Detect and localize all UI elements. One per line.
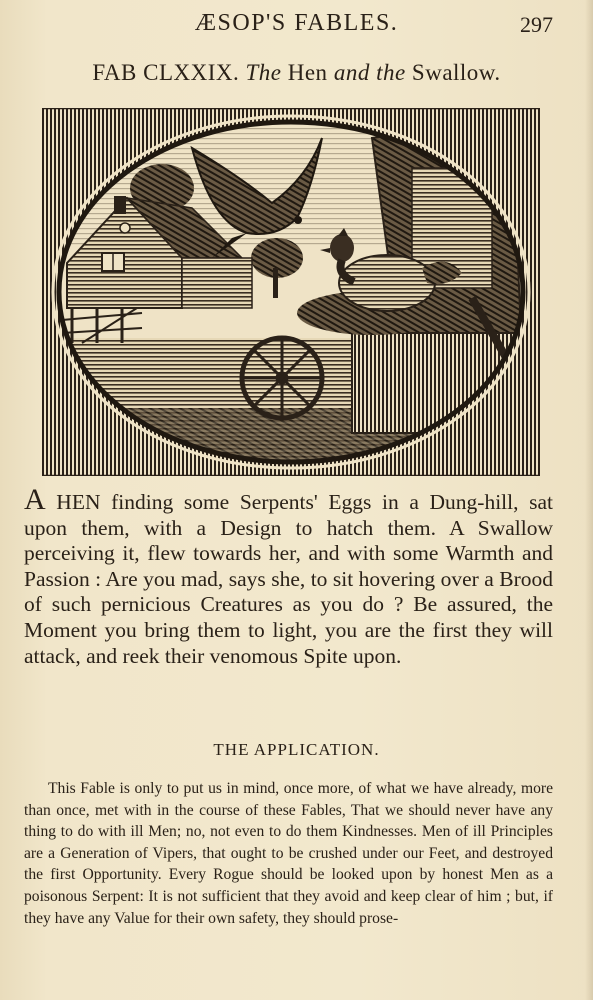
fable-title-swallow: Swallow.	[411, 60, 501, 85]
fable-title-hen: Hen	[287, 60, 328, 85]
cart-wheel-icon	[242, 338, 322, 418]
fable-title	[0, 60, 593, 86]
fable-number: FAB CLXXIX.	[92, 60, 240, 85]
running-title: ÆSOP'S FABLES.	[194, 10, 399, 36]
fable-text: HEN finding some Serpents' Eggs in a Dung-hill, sat upon them, with a Design to hatch them. A Swallow perceiving it, flew towards her, and with some Warmth and Passion : Are you mad, says she, to sit hovering over a Brood of such pernicious Creatures as you do ? Be assured, the Moment you bring them to light, you are the first they will attack, and reek their venomous Spite upon.	[24, 490, 553, 668]
fable-body	[24, 483, 553, 669]
drop-cap: A	[24, 483, 46, 516]
fable-title-and-the: and the	[333, 60, 406, 85]
fable-title-the: The	[245, 60, 282, 85]
page-header	[0, 8, 593, 38]
application-text: This Fable is only to put us in mind, once more, of what we have already, more than once, met with in the course of these Fables, That we should never have any thing to do with ill Men; no, not even to do them Kindnesses. Men of ill Principles are a Generation of Vipers, that ought to be crushed under our Feet, and destroyed the first Opportunity. Every Rogue should be looked upon by honest Men as a poisonous Serpent: It is not sufficient that they avoid and keep clear of him ; but, if they have any Value for their own safety, they should prose-	[24, 780, 553, 927]
page-edge-shadow	[585, 0, 593, 1000]
application-heading: THE APPLICATION.	[213, 740, 380, 759]
page-number: 297	[520, 12, 553, 37]
woodcut-illustration	[42, 108, 540, 476]
